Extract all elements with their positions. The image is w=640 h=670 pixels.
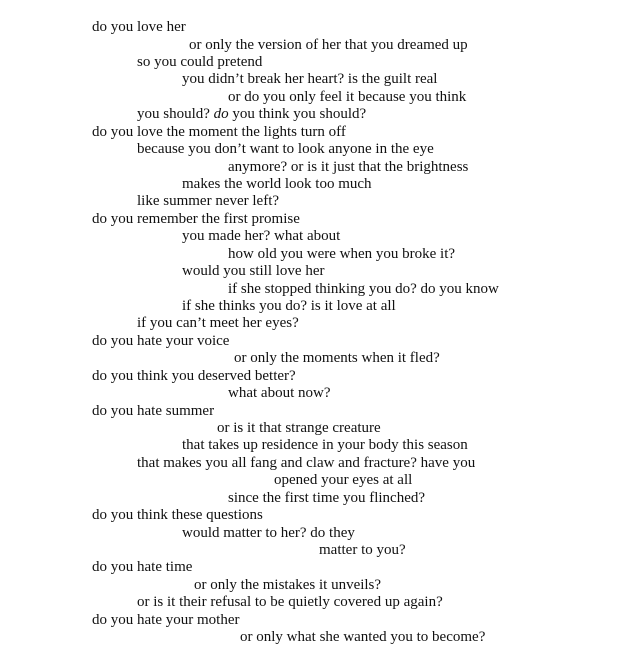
poem-line: do you remember the first promise [92, 211, 300, 227]
poem-line-emphasis: do [213, 106, 229, 122]
poem-line: opened your eyes at all [274, 472, 413, 488]
poem-line: if she thinks you do? is it love at all [182, 298, 396, 314]
poem-line [137, 106, 366, 123]
poem-line-text: you think you should? [228, 106, 367, 122]
poem-line: or only what she wanted you to become? [240, 629, 486, 645]
poem-line: do you think these questions [92, 507, 263, 523]
poem-line: what about now? [228, 385, 331, 401]
poem-line: if she stopped thinking you do? do you know [228, 281, 499, 297]
poem-line: matter to you? [319, 542, 406, 558]
poem-line-text: you should? [137, 106, 214, 122]
poem-line: that takes up residence in your body this season [182, 437, 468, 453]
poem-line: would you still love her [182, 263, 325, 279]
poem-line: do you hate your mother [92, 612, 240, 628]
poem-line: anymore? or is it just that the brightness [228, 159, 469, 175]
poem-line: or only the version of her that you dreamed up [189, 37, 468, 53]
poem-line: how old you were when you broke it? [228, 246, 456, 262]
poem-line: you made her? what about [182, 228, 341, 244]
poem-line: or only the mistakes it unveils? [194, 577, 382, 593]
poem-line: do you love the moment the lights turn off [92, 124, 346, 140]
poem-line: would matter to her? do they [182, 525, 355, 541]
poem-line: so you could pretend [137, 54, 263, 70]
poem-line: do you hate your voice [92, 333, 230, 349]
poem-line: you didn’t break her heart? is the guilt real [182, 71, 438, 87]
poem-line: if you can’t meet her eyes? [137, 315, 299, 331]
poem-line: makes the world look too much [182, 176, 372, 192]
poem-line: or only the moments when it fled? [234, 350, 440, 366]
poem-line: since the first time you flinched? [228, 490, 426, 506]
poem-line: do you hate time [92, 559, 193, 575]
poem-line: like summer never left? [137, 193, 280, 209]
poem-line: or is it their refusal to be quietly covered up again? [137, 594, 443, 610]
poem-line: do you hate summer [92, 403, 215, 419]
poem-line: do you think you deserved better? [92, 368, 296, 384]
poem-line: do you love her [92, 19, 186, 35]
poem-line: or do you only feel it because you think [228, 89, 467, 105]
poem-line: or is it that strange creature [217, 420, 381, 436]
poem-line: that makes you all fang and claw and fracture? have you [137, 455, 476, 471]
poem-line: because you don’t want to look anyone in the eye [137, 141, 434, 157]
